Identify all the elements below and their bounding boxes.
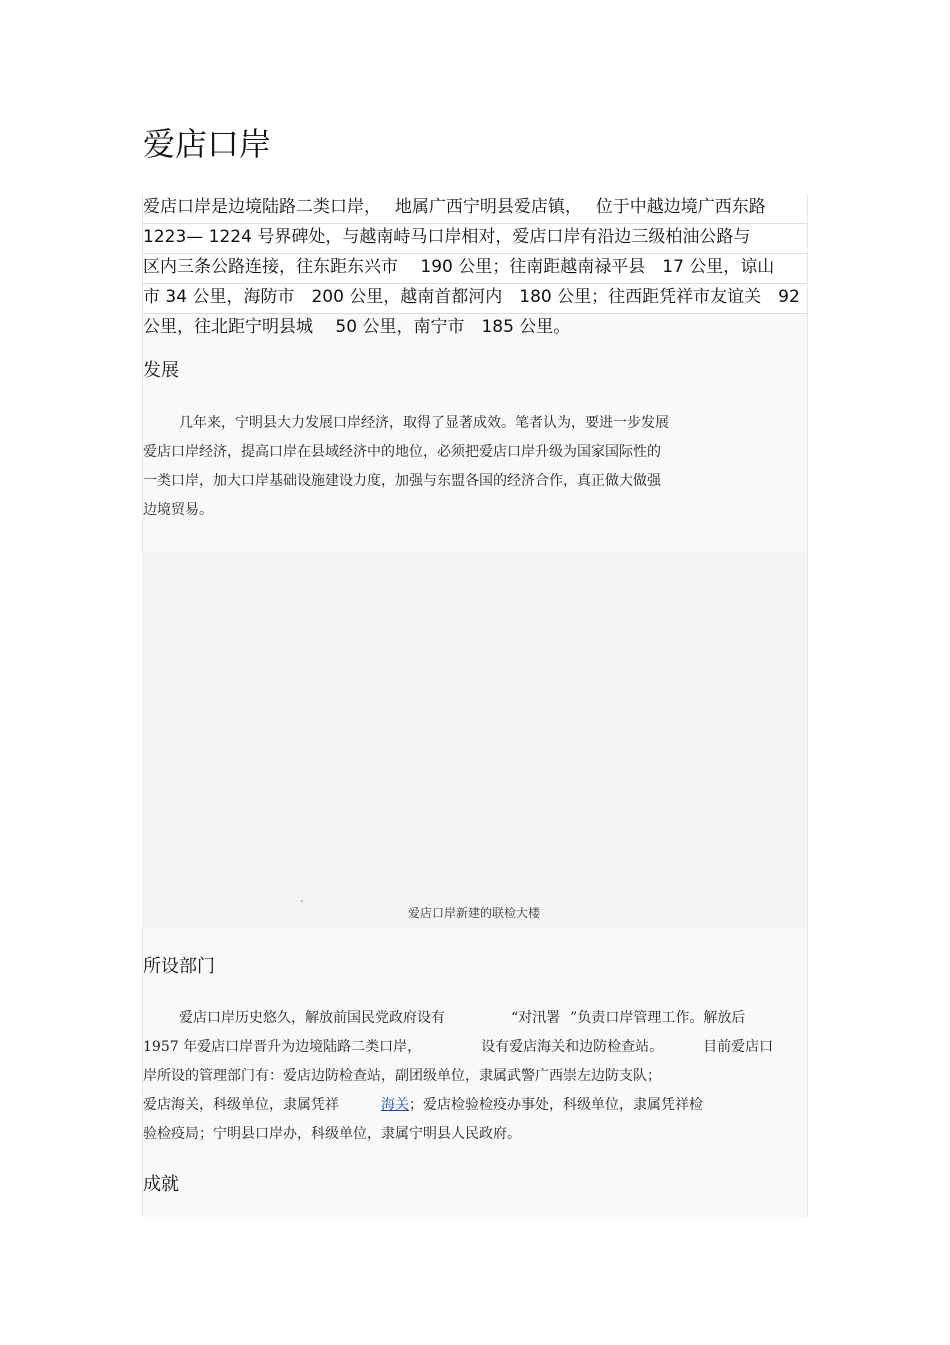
text-span: 目前爱店口	[703, 1039, 774, 1055]
intro-line: 爱店口岸是边境陆路二类口岸， 地属广西宁明县爱店镇， 位于中越边境广西东路	[143, 194, 807, 224]
building-image	[142, 552, 806, 928]
section-heading-departments: 所设部门	[143, 956, 215, 977]
development-paragraph	[143, 409, 803, 525]
text-span: ；爱店检验检疫办事处，科级单位，隶属凭祥检	[409, 1097, 703, 1113]
paragraph-line: 边境贸易。	[143, 502, 213, 518]
paragraph-line: 爱店口岸经济，提高口岸在县域经济中的地位，必须把爱店口岸升级为国家国际性的	[143, 444, 661, 460]
page-title: 爱店口岸	[143, 125, 272, 163]
text-span: 爱店海关，科级单位，隶属凭祥	[143, 1097, 339, 1113]
paragraph-line	[143, 1004, 803, 1033]
image-placeholder-mark: -	[300, 896, 304, 907]
paragraph-line: 岸所设的管理部门有：爱店边防检查站，副团级单位，隶属武警广西崇左边防支队；	[143, 1068, 661, 1084]
customs-link[interactable]: 海关	[381, 1097, 409, 1113]
intro-line: 1223— 1224 号界碑处，与越南峙马口岸相对，爱店口岸有沿边三级柏油公路与	[143, 224, 807, 254]
departments-paragraph	[143, 1004, 803, 1149]
paragraph-line: 几年来，宁明县大力发展口岸经济，取得了显著成效。笔者认为，要进一步发展	[179, 415, 669, 431]
intro-line: 市 34 公里，海防市 200 公里，越南首都河内 180 公里；往西距凭祥市友谊关 92	[143, 284, 807, 314]
text-span: 设有爱店海关和边防检查站。	[481, 1039, 664, 1055]
intro-line: 公里，往北距宁明县城 50 公里，南宁市 185 公里。	[143, 317, 571, 337]
paragraph-line	[143, 1091, 803, 1120]
paragraph-line	[143, 1033, 803, 1062]
text-span: 爱店口岸历史悠久，解放前国民党政府设有	[179, 1010, 445, 1026]
paragraph-line: 一类口岸，加大口岸基础设施建设力度，加强与东盟各国的经济合作，真正做大做强	[143, 473, 661, 489]
text-span: “对汛署	[511, 1010, 561, 1026]
text-span: 1957 年爱店口岸晋升为边境陆路二类口岸，	[143, 1039, 422, 1055]
section-heading-achievements: 成就	[143, 1174, 179, 1195]
intro-line: 区内三条公路连接，往东距东兴市 190 公里；往南距越南禄平县 17 公里，谅山	[143, 254, 807, 284]
intro-paragraph	[143, 194, 807, 343]
section-heading-development: 发展	[143, 360, 179, 381]
image-caption: 爱店口岸新建的联检大楼	[407, 906, 540, 920]
paragraph-line: 验检疫局；宁明县口岸办，科级单位，隶属宁明县人民政府。	[143, 1126, 521, 1142]
text-span: ”负责口岸管理工作。解放后	[570, 1010, 746, 1026]
